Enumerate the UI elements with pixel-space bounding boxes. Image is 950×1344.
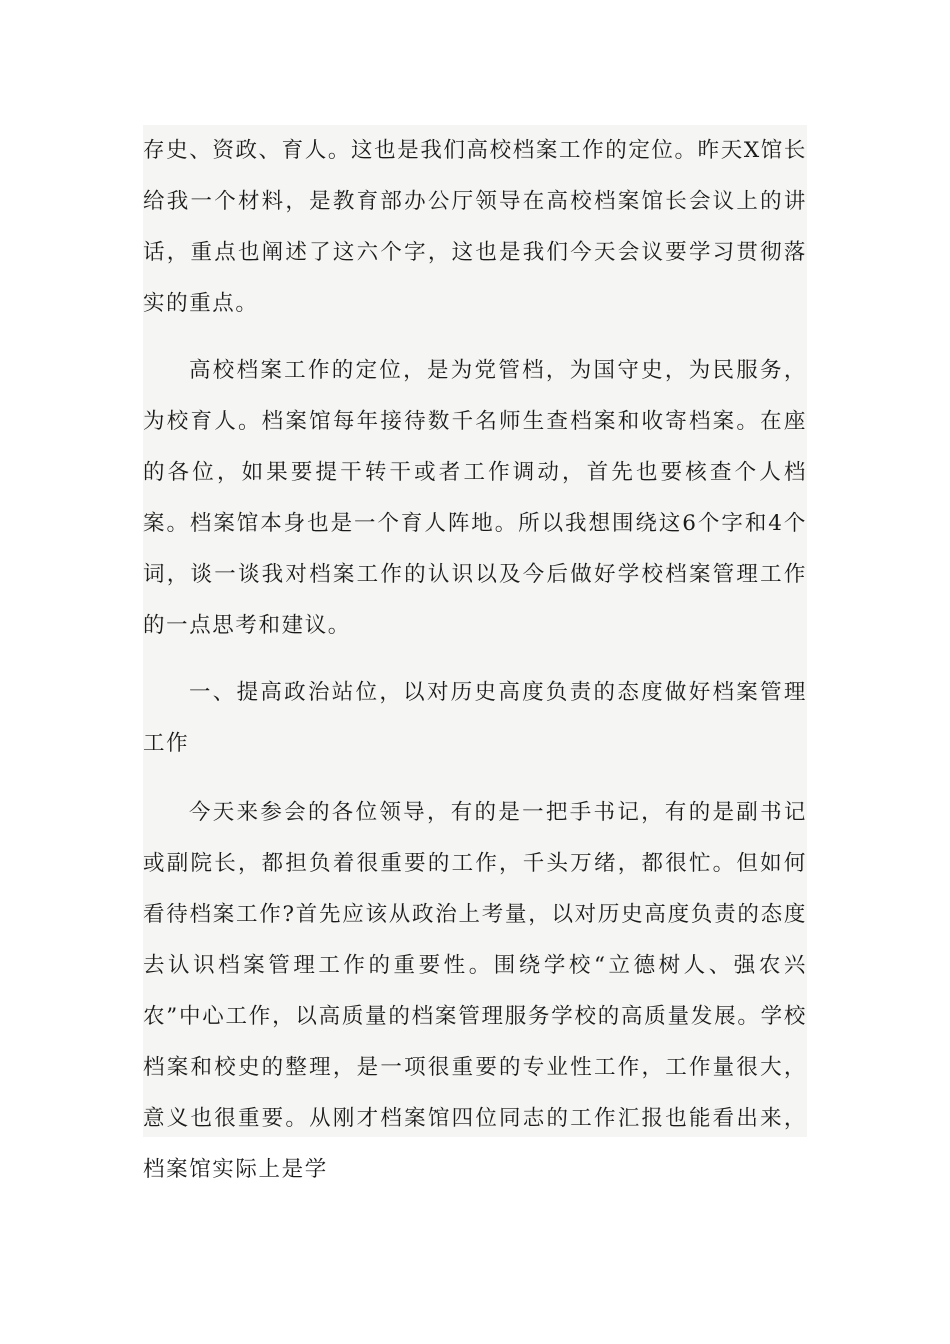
paragraph-continuation: 存史、资政、育人。这也是我们高校档案工作的定位。昨天X馆长给我一个材料，是教育部办公厅领导在高校档案馆长会议上的讲话，重点也阐述了这六个字，这也是我们今天会议要学习贯彻落实的重点。 bbox=[143, 138, 807, 316]
paragraph-positioning: 高校档案工作的定位，是为党管档，为国守史，为民服务，为校育人。档案馆每年接待数千名师生查档案和收寄档案。在座的各位，如果要提干转干或者工作调动，首先也要核查个人档案。档案馆本身也是一个育人阵地。所以我想围绕这6个字和4个词，谈一谈我对档案工作的认识以及今后做好学校档案管理工作的一点思考和建议。 bbox=[143, 358, 807, 638]
paragraph-body: 今天来参会的各位领导，有的是一把手书记，有的是副书记或副院长，都担负着很重要的工作，千头万绪，都很忙。但如何看待档案工作?首先应该从政治上考量，以对历史高度负责的态度去认识档案管理工作的重要性。围绕学校“立德树人、强农兴农”中心工作，以高质量的档案管理服务学校的高质量发展。学校档案和校史的整理，是一项很重要的专业性工作，工作量很大，意义也很重要。从刚才档案馆四位同志的工作汇报也能看出来，档案馆实际上是学 bbox=[143, 800, 807, 1182]
section-heading: 一、提高政治站位，以对历史高度负责的态度做好档案管理工作 bbox=[143, 680, 807, 756]
